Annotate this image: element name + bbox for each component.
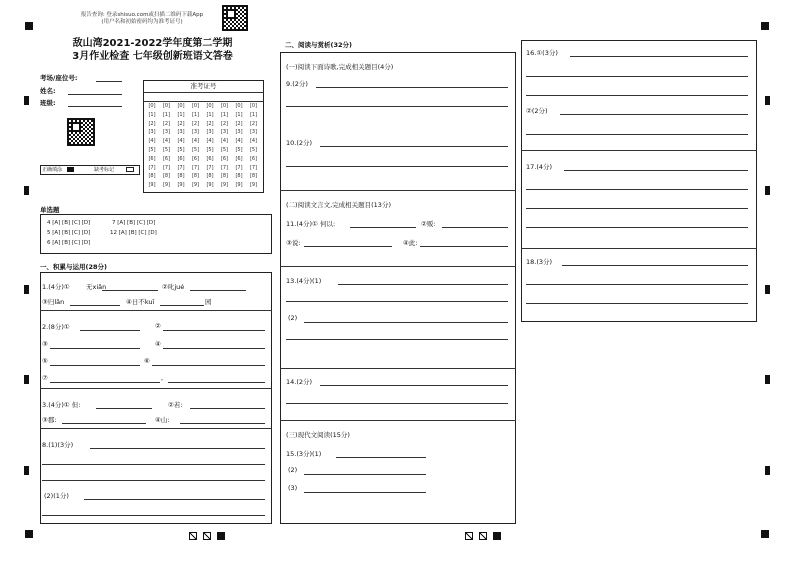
divider: [280, 190, 516, 191]
id-digit-bubble[interactable]: [1]: [162, 111, 171, 118]
id-digit-bubble[interactable]: [3]: [206, 129, 214, 136]
side-mark: [765, 186, 770, 195]
id-digit-bubble[interactable]: [3]: [162, 129, 171, 136]
q2-5-label: ⑤: [42, 357, 48, 365]
mcq-q4[interactable]: 4 [A] [B] [C] [D]: [47, 220, 91, 226]
id-digit-bubble[interactable]: [2]: [249, 120, 258, 127]
q13-2-answer[interactable]: [286, 339, 508, 340]
q3-b-label: ②若:: [168, 401, 183, 409]
q2-7-answer-a[interactable]: [50, 382, 160, 383]
id-digit-bubble[interactable]: [9]: [177, 182, 185, 189]
q9-label: 9.(2分): [286, 80, 308, 88]
id-digit-bubble[interactable]: [9]: [206, 182, 214, 189]
q13-label: 13.(4分)(1): [286, 277, 322, 285]
q2-3-answer[interactable]: [50, 348, 140, 349]
q9-answer[interactable]: [286, 106, 508, 107]
id-digit-bubble[interactable]: [3]: [148, 129, 156, 136]
page-mark: [217, 532, 225, 540]
id-digit-bubble[interactable]: [3]: [177, 129, 185, 136]
q2-3-label: ③: [42, 340, 48, 348]
name-label: 姓名:: [40, 87, 56, 95]
registration-mark: [761, 530, 769, 538]
mcq-q6[interactable]: 6 [A] [B] [C] [D]: [47, 240, 91, 246]
part3-title: (三)现代文阅读(15分): [286, 431, 350, 439]
registration-mark: [761, 22, 769, 30]
part1-title: (一)阅读下面诗歌,完成相关题目(4分): [286, 63, 394, 71]
q18-label: 18.(3分): [526, 258, 553, 266]
id-digit-bubble[interactable]: [8]: [206, 173, 214, 180]
divider: [40, 310, 272, 311]
id-box-divider: [143, 101, 264, 102]
q11-d-label: ④此:: [403, 239, 418, 247]
id-digit-bubble[interactable]: [9]: [162, 182, 171, 189]
id-digit-bubble[interactable]: [1]: [191, 111, 200, 118]
q15-label: 15.(3分)(1): [286, 450, 322, 458]
q1-c-answer[interactable]: [70, 305, 120, 306]
mcq-q5[interactable]: 5 [A] [B] [C] [D]: [47, 230, 91, 236]
q11-d-answer[interactable]: [420, 246, 508, 247]
q3-d-answer[interactable]: [180, 423, 265, 424]
id-digit-bubble[interactable]: [0]: [177, 103, 185, 109]
registration-mark: [25, 530, 33, 538]
side-mark: [765, 96, 770, 105]
q8-2-answer[interactable]: [42, 515, 265, 516]
q13-1-answer[interactable]: [338, 284, 508, 285]
q11-c-answer[interactable]: [304, 246, 392, 247]
mcq-q12[interactable]: 12 [A] [B] [C] [D]: [110, 230, 157, 236]
id-digit-bubble[interactable]: [3]: [235, 129, 243, 136]
id-digit-bubble[interactable]: [7]: [235, 164, 243, 171]
q15-2-label: (2): [288, 466, 298, 474]
q17-answer[interactable]: [526, 208, 748, 209]
id-digit-bubble[interactable]: [2]: [206, 120, 214, 127]
id-digit-bubble[interactable]: [6]: [206, 155, 214, 162]
q11-b-answer[interactable]: [442, 227, 508, 228]
page-mark: [479, 532, 487, 540]
q1-label: 1.(4分)①: [42, 283, 70, 291]
q16-1-answer[interactable]: [570, 56, 748, 57]
q11-label: 11.(4分)① 何以:: [286, 220, 336, 228]
divider: [40, 428, 272, 429]
q16-2-answer[interactable]: [526, 134, 748, 135]
id-digit-bubble[interactable]: [9]: [148, 182, 156, 189]
q1-d-suffix: 园: [205, 298, 212, 306]
id-digit-bubble[interactable]: [0]: [220, 103, 229, 109]
q10-answer[interactable]: [286, 166, 508, 167]
id-digit-bubble[interactable]: [2]: [235, 120, 243, 127]
id-digit-bubble[interactable]: [2]: [220, 120, 229, 127]
id-digit-bubble[interactable]: [1]: [235, 111, 243, 118]
q8-2-label: (2)(1分): [44, 492, 69, 500]
side-mark: [24, 186, 29, 195]
id-digit-bubble[interactable]: [9]: [191, 182, 200, 189]
q1-a-pinyin: 无xiǎn: [86, 283, 107, 291]
q18-answer[interactable]: [526, 303, 748, 304]
q15-2-answer[interactable]: [304, 474, 426, 475]
id-digit-bubble[interactable]: [9]: [249, 182, 258, 189]
divider: [521, 150, 757, 151]
page-mark: [493, 532, 501, 540]
id-digit-bubble[interactable]: [5]: [235, 147, 243, 153]
section3-box: [521, 40, 757, 322]
q1-d-answer[interactable]: [160, 305, 204, 306]
id-digit-bubble[interactable]: [1]: [206, 111, 214, 118]
divider: [280, 420, 516, 421]
q15-3-answer[interactable]: [304, 492, 426, 493]
registration-mark: [25, 22, 33, 30]
q9-answer[interactable]: [316, 87, 508, 88]
id-digit-bubble[interactable]: [0]: [206, 103, 214, 109]
q16-2-label: ②(2分): [526, 107, 548, 115]
id-digit-bubble[interactable]: [5]: [249, 147, 258, 153]
id-box-divider: [143, 92, 264, 93]
q17-answer[interactable]: [526, 189, 748, 190]
divider: [280, 368, 516, 369]
page-title-line-1: 敌山湾2021-2022学年度第二学期: [72, 38, 233, 49]
page-title-line-2: 3月作业检查 七年级创新班语文答卷: [72, 51, 233, 62]
q8-2-answer[interactable]: [84, 499, 265, 500]
side-mark: [24, 96, 29, 105]
q18-answer[interactable]: [562, 265, 748, 266]
q3-label: 3.(4分)① 但:: [42, 401, 81, 409]
q2-6-answer[interactable]: [152, 365, 265, 366]
q2-7-answer-b[interactable]: [168, 382, 265, 383]
id-digit-bubble[interactable]: [4]: [177, 138, 185, 145]
q3-c-label: ③郡:: [42, 416, 57, 424]
id-digit-bubble[interactable]: [1]: [220, 111, 229, 118]
id-digit-bubble[interactable]: [6]: [249, 155, 258, 162]
q8-1-answer[interactable]: [42, 480, 265, 481]
id-digit-bubble[interactable]: [8]: [220, 173, 229, 180]
q1-a-answer[interactable]: [102, 290, 158, 291]
id-digit-bubble[interactable]: [4]: [249, 138, 258, 145]
id-digit-bubble[interactable]: [7]: [249, 164, 258, 171]
q17-answer[interactable]: [564, 170, 748, 171]
q11-b-label: ②贩:: [421, 220, 436, 228]
q13-1-answer[interactable]: [286, 301, 508, 302]
q17-label: 17.(4分): [526, 163, 553, 171]
id-digit-bubble[interactable]: [7]: [177, 164, 185, 171]
id-digit-bubble[interactable]: [8]: [235, 173, 243, 180]
id-digit-bubble[interactable]: [6]: [177, 155, 185, 162]
id-digit-bubble[interactable]: [4]: [235, 138, 243, 145]
id-digit-bubble[interactable]: [0]: [191, 103, 200, 109]
page-mark: [203, 532, 211, 540]
id-digit-bubble[interactable]: [6]: [235, 155, 243, 162]
id-digit-bubble[interactable]: [5]: [191, 147, 200, 153]
q2-6-label: ⑥: [144, 357, 150, 365]
q14-label: 14.(2分): [286, 378, 313, 386]
id-digit-bubble[interactable]: [0]: [235, 103, 243, 109]
id-digit-bubble[interactable]: [2]: [148, 120, 156, 127]
id-digit-bubble[interactable]: [8]: [162, 173, 171, 180]
q15-3-label: (3): [288, 484, 298, 492]
qr-code-icon: [222, 5, 248, 31]
q10-answer[interactable]: [320, 146, 508, 147]
divider: [521, 248, 757, 249]
seat-label: 考场/座位号:: [40, 74, 78, 82]
id-digit-bubble[interactable]: [7]: [206, 164, 214, 171]
q3-c-answer[interactable]: [62, 423, 146, 424]
id-digit-bubble[interactable]: [9]: [220, 182, 229, 189]
student-qr-icon: [67, 118, 95, 146]
q16-2-answer[interactable]: [560, 114, 748, 115]
q17-answer[interactable]: [526, 227, 748, 228]
q8-1-answer[interactable]: [90, 448, 265, 449]
id-digit-bubble[interactable]: [8]: [191, 173, 200, 180]
id-digit-bubble[interactable]: [4]: [220, 138, 229, 145]
id-digit-bubble[interactable]: [7]: [220, 164, 229, 171]
q14-answer[interactable]: [286, 403, 508, 404]
q3-d-label: ④山:: [155, 416, 170, 424]
id-box-title: 准考证号: [190, 82, 217, 90]
page-mark: [189, 532, 197, 540]
id-digit-bubble[interactable]: [6]: [148, 155, 156, 162]
absent-label: 缺考标记: [94, 167, 115, 173]
q10-label: 10.(2分): [286, 139, 313, 147]
id-digit-bubble[interactable]: [3]: [249, 129, 258, 136]
side-mark: [765, 285, 770, 294]
q2-4-label: ④: [155, 340, 161, 348]
id-digit-bubble[interactable]: [7]: [191, 164, 200, 171]
id-digit-bubble[interactable]: [6]: [220, 155, 229, 162]
correct-fill-sample: [67, 167, 74, 172]
id-digit-bubble[interactable]: [0]: [249, 103, 258, 109]
side-mark: [765, 375, 770, 384]
side-mark: [24, 285, 29, 294]
q2-7-comma: ,: [161, 374, 164, 382]
id-digit-bubble[interactable]: [0]: [162, 103, 171, 109]
id-digit-bubble[interactable]: [4]: [206, 138, 214, 145]
id-digit-bubble[interactable]: [5]: [148, 147, 156, 153]
q16-1-answer[interactable]: [526, 95, 748, 96]
correct-fill-label: 正确填涂: [42, 167, 63, 173]
id-digit-bubble[interactable]: [2]: [162, 120, 171, 127]
q2-7-label: ⑦: [42, 374, 48, 382]
q1-b-label: ②叱jué: [162, 283, 185, 291]
seat-field[interactable]: [96, 81, 122, 82]
q3-a-answer[interactable]: [96, 408, 152, 409]
mcq-q7[interactable]: 7 [A] [B] [C] [D]: [112, 220, 156, 226]
side-mark: [765, 466, 770, 475]
id-digit-bubble[interactable]: [8]: [177, 173, 185, 180]
id-digit-bubble[interactable]: [3]: [191, 129, 200, 136]
side-mark: [24, 466, 29, 475]
side-mark: [24, 375, 29, 384]
section1-title: 一、积累与运用(28分): [40, 263, 107, 271]
q2-2-answer[interactable]: [163, 330, 265, 331]
class-field[interactable]: [68, 106, 122, 107]
id-digit-bubble[interactable]: [1]: [249, 111, 258, 118]
id-digit-bubble[interactable]: [1]: [148, 111, 156, 118]
q2-2-label: ②: [155, 322, 161, 330]
id-digit-bubble[interactable]: [5]: [177, 147, 185, 153]
id-digit-bubble[interactable]: [5]: [162, 147, 171, 153]
q2-label: 2.(8分)①: [42, 323, 70, 331]
q8-1-answer[interactable]: [42, 464, 265, 465]
mcq-title: 单选题: [40, 206, 60, 214]
id-digit-bubble[interactable]: [6]: [191, 155, 200, 162]
q13-2-label: (2): [288, 314, 298, 322]
id-digit-bubble[interactable]: [6]: [162, 155, 171, 162]
part2-title: (二)阅读文言文,完成相关题目(13分): [286, 201, 391, 209]
q2-4-answer[interactable]: [163, 348, 265, 349]
id-digit-bubble[interactable]: [9]: [235, 182, 243, 189]
divider: [40, 388, 272, 389]
id-digit-bubble[interactable]: [7]: [162, 164, 171, 171]
notice-line-2: (用户名和初始密码均为准考证号): [101, 19, 183, 25]
id-digit-bubble[interactable]: [7]: [148, 164, 156, 171]
id-digit-bubble[interactable]: [4]: [148, 138, 156, 145]
name-field[interactable]: [68, 94, 122, 95]
id-digit-bubble[interactable]: [3]: [220, 129, 229, 136]
id-digit-bubble[interactable]: [5]: [220, 147, 229, 153]
class-label: 班级:: [40, 99, 56, 107]
divider: [280, 266, 516, 267]
id-digit-bubble[interactable]: [8]: [249, 173, 258, 180]
q1-b-answer[interactable]: [190, 290, 246, 291]
q11-c-label: ③说:: [286, 239, 301, 247]
q13-2-answer[interactable]: [304, 322, 508, 323]
id-digit-bubble[interactable]: [2]: [191, 120, 200, 127]
page-mark: [465, 532, 473, 540]
id-digit-bubble[interactable]: [1]: [177, 111, 185, 118]
q3-b-answer[interactable]: [190, 408, 265, 409]
q11-a-answer[interactable]: [350, 227, 416, 228]
q1-c-label: ③归lǎn: [42, 298, 65, 306]
id-digit-bubble[interactable]: [8]: [148, 173, 156, 180]
id-digit-bubble[interactable]: [2]: [177, 120, 185, 127]
q18-answer[interactable]: [526, 284, 748, 285]
q1-d-label: ④日不kuī: [126, 298, 155, 306]
id-digit-bubble[interactable]: [4]: [191, 138, 200, 145]
section2-title: 二、阅读与赏析(32分): [285, 41, 352, 49]
q16-1-answer[interactable]: [526, 76, 748, 77]
notice-line-1: 报告查询: 登录shisuo.com或扫描二维码下载App: [80, 12, 204, 18]
id-digit-bubble[interactable]: [4]: [162, 138, 171, 145]
q14-answer[interactable]: [320, 385, 508, 386]
q2-5-answer[interactable]: [50, 365, 140, 366]
id-digit-bubble[interactable]: [0]: [148, 103, 156, 109]
q16-label: 16.①(3分): [526, 49, 558, 57]
q15-1-answer[interactable]: [336, 457, 426, 458]
q8-label: 8.(1)(3分): [42, 441, 74, 449]
absent-checkbox[interactable]: [126, 167, 134, 172]
q2-1-answer[interactable]: [80, 330, 140, 331]
id-digit-bubble[interactable]: [5]: [206, 147, 214, 153]
